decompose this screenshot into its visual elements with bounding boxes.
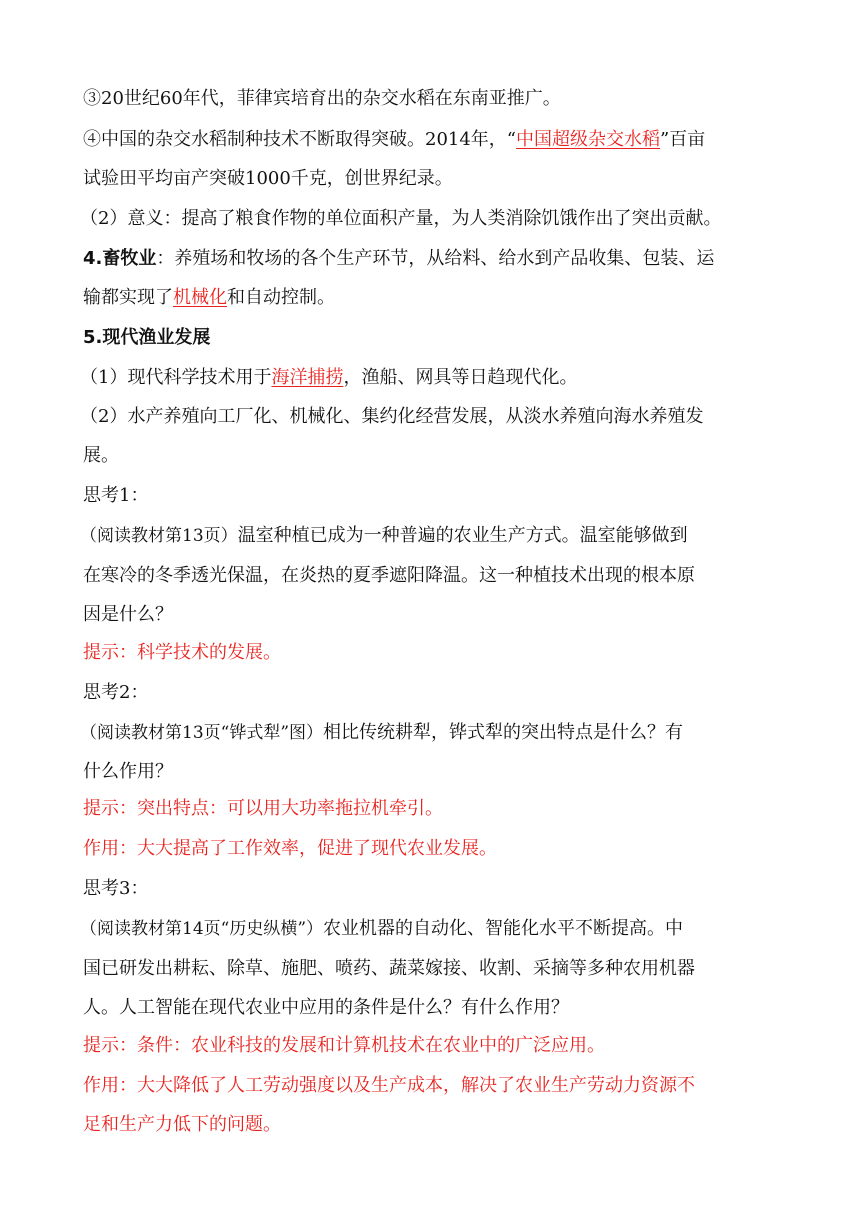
paragraph-philippines: ③20世纪60年代，菲律宾培育出的杂交水稻在东南亚推广。 <box>83 88 561 109</box>
section-animal-husbandry: 4.畜牧业：养殖场和牧场的各个生产环节，从给料、给水到产品收集、包装、运 <box>83 248 715 269</box>
think-2-heading: 思考2： <box>83 682 149 703</box>
think-1-hint: 提示：科学技术的发展。 <box>83 642 281 663</box>
link-mechanization[interactable]: 机械化 <box>173 287 227 308</box>
paragraph-fishery-1: （1）现代科学技术用于海洋捕捞，渔船、网具等日趋现代化。 <box>80 367 578 388</box>
think-3-question-end: 人。人工智能在现代农业中应用的条件是什么？有什么作用？ <box>83 997 569 1018</box>
think-3-heading: 思考3： <box>83 878 149 899</box>
think-3-effect-cont: 足和生产力低下的问题。 <box>83 1114 281 1135</box>
section-fishery-heading: 5.现代渔业发展 <box>83 327 211 348</box>
paragraph-china-rice: ④中国的杂交水稻制种技术不断取得突破。2014年，“中国超级杂交水稻”百亩 <box>83 129 706 150</box>
think-1-question-cont: 在寒冷的冬季透光保温，在炎热的夏季遮阳降温。这一种植技术出现的根本原 <box>83 565 695 586</box>
think-2-hint: 提示：突出特点：可以用大功率拖拉机牵引。 <box>83 798 443 819</box>
think-2-question-cont: 什么作用？ <box>83 761 173 782</box>
think-1-question: （阅读教材第13页）温室种植已成为一种普遍的农业生产方式。温室能够做到 <box>80 525 688 546</box>
paragraph-fishery-2-cont: 展。 <box>83 445 119 466</box>
think-1-question-end: 因是什么？ <box>83 604 173 625</box>
paragraph-china-rice-cont: 试验田平均亩产突破1000千克，创世界纪录。 <box>83 168 453 189</box>
link-ocean-fishing[interactable]: 海洋捕捞 <box>271 367 344 388</box>
think-1-heading: 思考1： <box>83 485 149 506</box>
think-3-hint: 提示：条件：农业科技的发展和计算机技术在农业中的广泛应用。 <box>83 1035 605 1056</box>
paragraph-meaning: （2）意义：提高了粮食作物的单位面积产量，为人类消除饥饿作出了突出贡献。 <box>80 208 722 229</box>
paragraph-fishery-2: （2）水产养殖向工厂化、机械化、集约化经营发展，从淡水养殖向海水养殖发 <box>80 406 704 427</box>
think-3-question: （阅读教材第14页“历史纵横”）农业机器的自动化、智能化水平不断提高。中 <box>80 918 684 939</box>
section-heading: 4.畜牧业 <box>83 248 157 269</box>
think-3-effect: 作用：大大降低了人工劳动强度以及生产成本，解决了农业生产劳动力资源不 <box>83 1075 695 1096</box>
think-3-question-cont: 国已研发出耕耘、除草、施肥、喷药、蔬菜嫁接、收割、采摘等多种农用机器 <box>83 958 695 979</box>
link-super-hybrid-rice[interactable]: 中国超级杂交水稻 <box>516 129 661 150</box>
section-animal-husbandry-cont: 输都实现了机械化和自动控制。 <box>83 287 335 308</box>
think-2-effect: 作用：大大提高了工作效率，促进了现代农业发展。 <box>83 838 497 859</box>
think-2-question: （阅读教材第13页“铧式犁”图）相比传统耕犁，铧式犁的突出特点是什么？有 <box>80 722 684 743</box>
